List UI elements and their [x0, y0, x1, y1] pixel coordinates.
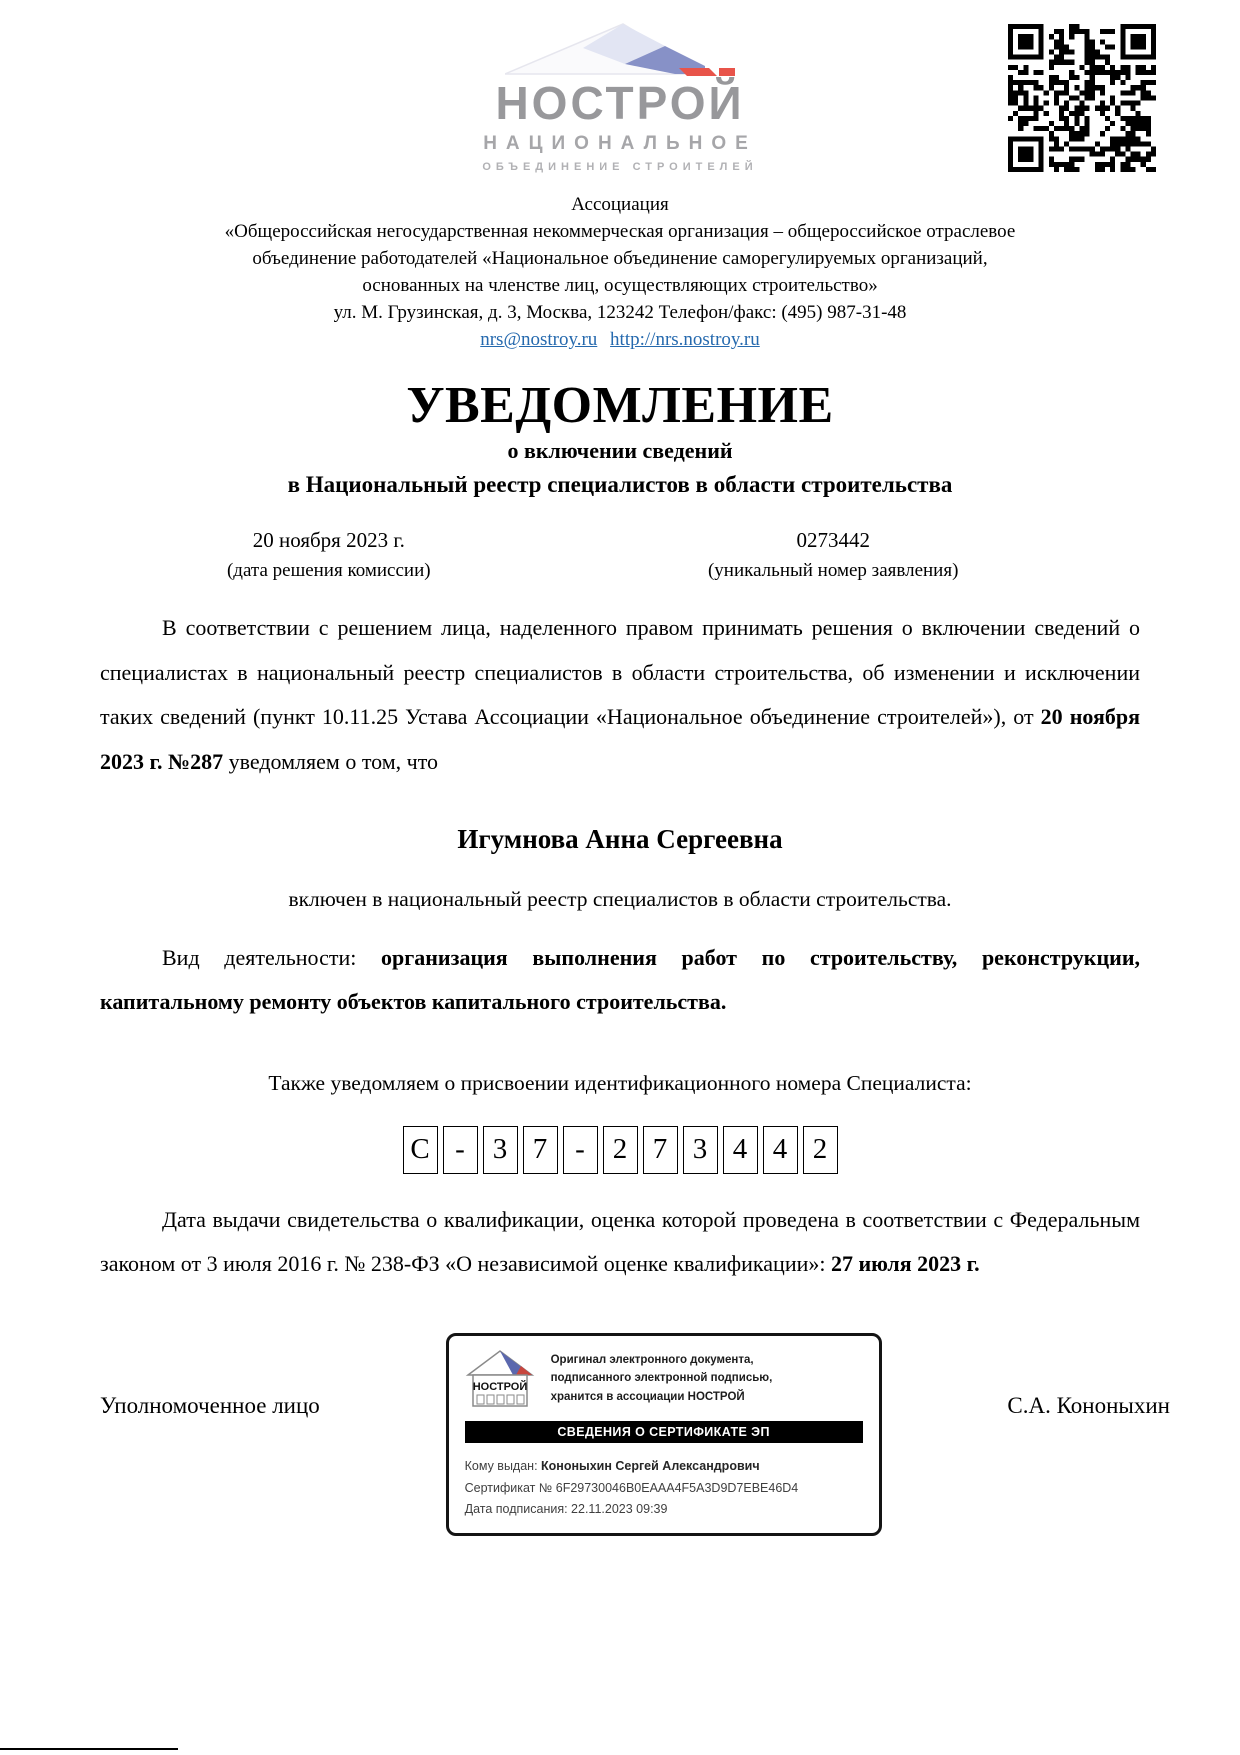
certificate-text: Дата выдачи свидетельства о квалификации, оценка которой проведена в соответствии с Федеральным законом от 3 июля 2016 г. № 238-ФЗ «О независимой оценке квалификации»:: [100, 1206, 1140, 1277]
decision-date: 20 ноября 2023 г.: [252, 528, 405, 553]
title-subline-1: о включении сведений: [507, 438, 733, 464]
stamp-header: [465, 1348, 863, 1410]
logo-brand: НОСТРОЙ: [495, 77, 745, 129]
id-cell: 4: [763, 1126, 798, 1174]
decision-date-caption: (дата решения комиссии): [226, 560, 431, 582]
included-line: включен в национальный реестр специалистов в области строительства.: [288, 886, 952, 911]
application-number-caption: (уникальный номер заявления): [707, 560, 959, 582]
id-cell: 7: [523, 1126, 558, 1174]
website-link[interactable]: http://nrs.nostroy.ru: [610, 329, 760, 350]
stamp-logo-brand: НОСТРОЙ: [472, 1380, 527, 1393]
stamp-certificate-number: Сертификат № 6F29730046B0EAAA4F5A3D9D7EBE46D4: [464, 1480, 799, 1495]
stamp-original-text: [551, 1351, 773, 1406]
stamp-original-line-2: подписанного электронной подписью,: [550, 1372, 773, 1385]
activity-paragraph: [100, 936, 1140, 1025]
address-line: ул. М. Грузинская, д. 3, Москва, 123242 Телефон/факс: (495) 987-31-48: [333, 302, 907, 323]
id-cell: -: [563, 1126, 598, 1174]
stamp-original-line-1: Оригинал электронного документа,: [550, 1354, 754, 1367]
association-header: [0, 191, 1240, 353]
activity-value: организация выполнения работ по строительству, реконструкции, капитальному ремонту объектов капитального строительства.: [100, 944, 1140, 1015]
specialist-name: Игумнова Анна Сергеевна: [457, 823, 783, 854]
org-line-2: объединение работодателей «Национальное объединение саморегулируемых организаций,: [252, 248, 988, 269]
association-label: Ассоциация: [571, 194, 669, 215]
stamp-issued-line: [465, 1456, 863, 1478]
intro-paragraph: [100, 606, 1140, 784]
id-cell: 3: [683, 1126, 718, 1174]
activity-label: Вид деятельности:: [162, 944, 382, 970]
certificate-date-bold: 27 июля 2023 г.: [830, 1251, 980, 1277]
logo-roof-icon: [505, 22, 735, 78]
document-title: УВЕДОМЛЕНИЕ: [406, 377, 834, 434]
decision-reference-bold: 20 ноября 2023 г. №287: [100, 704, 1140, 774]
id-cell: 2: [803, 1126, 838, 1174]
intro-text-after: уведомляем о том, что: [223, 748, 439, 774]
stamp-signing-date: Дата подписания: 22.11.2023 09:39: [464, 1502, 668, 1517]
certificate-info-bar: СВЕДЕНИЯ О СЕРТИФИКАТЕ ЭП: [465, 1421, 863, 1443]
decision-date-block: [100, 528, 558, 582]
specialist-id-table: [0, 1126, 1240, 1174]
email-link[interactable]: nrs@nostroy.ru: [480, 329, 598, 350]
id-cell: 3: [483, 1126, 518, 1174]
signatory-name: С.А. Кононыхин: [1007, 1392, 1170, 1418]
authorized-person-label: Уполномоченное лицо: [100, 1392, 320, 1418]
stamp-original-line-3: хранится в ассоциации НОСТРОЙ: [550, 1390, 745, 1403]
decision-row: [100, 528, 1140, 582]
id-intro-line: Также уведомляем о присвоении идентификационного номера Специалиста:: [268, 1070, 972, 1095]
stamp-logo-icon: [465, 1348, 535, 1410]
org-line-1: «Общероссийская негосударственная некоммерческая организация – общероссийское отраслевое: [224, 221, 1016, 242]
application-number-block: [558, 528, 1109, 582]
intro-text-before: В соответствии с решением лица, наделенного правом принимать решения о включении сведений о специалистах в национальный реестр специалистов в области строительства, об изменении и исключении таких сведений (пункт 10.11.25 Устава Ассоциации «Национальное объединение строителей»), от: [100, 615, 1140, 730]
logo-subtitle-1: НАЦИОНАЛЬНОЕ: [483, 133, 757, 154]
signature-row: [100, 1333, 1170, 1537]
id-cell: 4: [723, 1126, 758, 1174]
stamp-issued-name: Кононыхин Сергей Александрович: [541, 1458, 760, 1473]
id-cell: 2: [603, 1126, 638, 1174]
certificate-paragraph: [100, 1198, 1140, 1287]
title-subline-2: в Национальный реестр специалистов в области строительства: [287, 472, 953, 498]
footer-rule: [0, 1748, 178, 1750]
id-cell: 7: [643, 1126, 678, 1174]
id-cell: С: [403, 1126, 438, 1174]
org-line-3: основанных на членстве лиц, осуществляющих строительство»: [362, 275, 878, 296]
signature-stamp: [446, 1333, 882, 1537]
contact-links: [0, 326, 1240, 353]
qr-code: [1008, 24, 1156, 172]
logo-subtitle-2: ОБЪЕДИНЕНИЕ СТРОИТЕЛЕЙ: [482, 161, 758, 173]
application-number: 0273442: [796, 528, 870, 553]
stamp-issued-label: Кому выдан:: [464, 1458, 542, 1473]
id-cell: -: [443, 1126, 478, 1174]
